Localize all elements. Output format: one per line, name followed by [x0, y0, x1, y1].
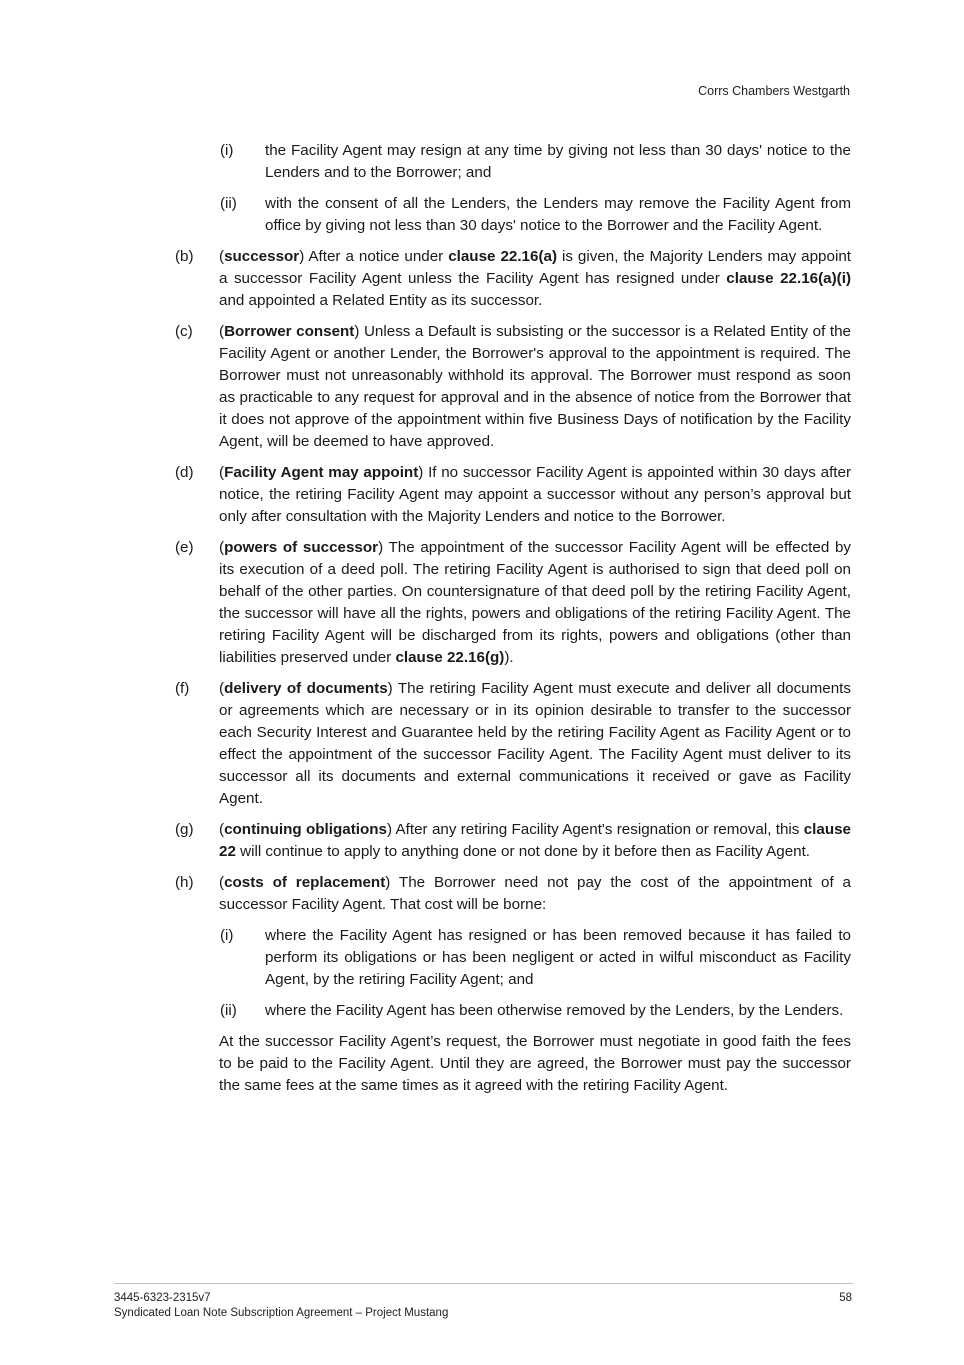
clause-d	[0, 462, 964, 528]
clause-label: (i)	[220, 142, 234, 159]
clause-h-i	[0, 925, 964, 991]
clause-text: (costs of replacement) The Borrower need not pay the cost of the appointment of a successor Facility Agent. That cost will be borne:	[219, 874, 851, 913]
clause-reference: clause 22	[219, 821, 852, 860]
clause-text: where the Facility Agent has resigned or has been removed because it has failed to perform its obligations or has been negligent or acted in wilful misconduct as Facility Agent, by the retiring Facility Agent; and	[265, 927, 851, 988]
clause-text: (Borrower consent) Unless a Default is subsisting or the successor is a Related Entity of the Facility Agent or another Lender, the Borrower's approval to the appointment is required. The Borrower must not unreasonably withhold its approval. The Borrower must respond as soon as practicable to any request for approval and in the absence of notice from the Borrower that it does not approve of the appointment within five Business Days of notification by the Facility Agent, will be deemed to have approved.	[219, 323, 851, 450]
footer-page-number: 58	[839, 1292, 852, 1304]
clause-label: (i)	[220, 927, 234, 944]
footer-document-id: 3445-6323-2315v7	[114, 1292, 211, 1304]
clause-label: (e)	[175, 539, 194, 556]
clause-label: (ii)	[220, 1002, 237, 1019]
clause-a-i	[0, 140, 964, 184]
clause-label: (ii)	[220, 195, 237, 212]
clause-text: with the consent of all the Lenders, the Lenders may remove the Facility Agent from office by giving not less than 30 days' notice to the Borrower and the Facility Agent.	[265, 195, 851, 234]
clause-reference: clause 22.16(a)(i)	[726, 270, 851, 287]
footer-divider	[114, 1283, 853, 1284]
clause-title: successor	[224, 248, 300, 265]
clause-title: Borrower consent	[224, 323, 355, 340]
clause-h-closing-paragraph: At the successor Facility Agent’s request, the Borrower must negotiate in good faith the fees to be paid to the Facility Agent. Until they are agreed, the Borrower must pay the successor the same fees at the same times as it agreed with the retiring Facility Agent.	[219, 1033, 851, 1094]
clause-b	[0, 246, 964, 312]
clause-label: (g)	[175, 821, 194, 838]
clause-title: powers of successor	[224, 539, 379, 556]
clause-reference: clause 22.16(a)	[448, 248, 558, 265]
document-body	[0, 140, 964, 1097]
clause-label: (f)	[175, 680, 190, 697]
clause-c	[0, 321, 964, 453]
clause-a-ii	[0, 193, 964, 237]
clause-label: (b)	[175, 248, 194, 265]
clause-title: costs of replacement	[224, 874, 386, 891]
clause-f	[0, 678, 964, 810]
clause-title: delivery of documents	[224, 680, 388, 697]
clause-text: (delivery of documents) The retiring Facility Agent must execute and deliver all documents or agreements which are necessary or in its opinion desirable to transfer to the successor each Security Interest and Guarantee held by the retiring Facility Agent as Facility Agent or to effect the appointment of the successor Facility Agent. The Facility Agent must deliver to its successor all its documents and external communications it received or gave as Facility Agent.	[219, 680, 851, 807]
clause-text: where the Facility Agent has been otherwise removed by the Lenders, by the Lenders.	[265, 1002, 844, 1019]
clause-h-ii	[0, 1000, 964, 1022]
clause-text: (Facility Agent may appoint) If no successor Facility Agent is appointed within 30 days after notice, the retiring Facility Agent may appoint a successor without any person’s approval but only after consultation with the Majority Lenders and notice to the Borrower.	[219, 464, 852, 525]
clause-label: (d)	[175, 464, 194, 481]
footer-document-title: Syndicated Loan Note Subscription Agreement – Project Mustang	[114, 1307, 449, 1319]
clause-g	[0, 819, 964, 863]
header-firm-name: Corrs Chambers Westgarth	[698, 84, 850, 98]
clause-title: continuing obligations	[224, 821, 387, 838]
clause-text: (successor) After a notice under clause 22.16(a) is given, the Majority Lenders may appoint a successor Facility Agent unless the Facility Agent has resigned under clause 22.16(a)(i) and appointed a Related Entity as its successor.	[219, 248, 851, 309]
clause-text: the Facility Agent may resign at any time by giving not less than 30 days' notice to the Lenders and to the Borrower; and	[265, 142, 851, 181]
clause-text: (powers of successor) The appointment of the successor Facility Agent will be effected by its execution of a deed poll. The retiring Facility Agent is authorised to sign that deed poll on behalf of the other parties. On countersignature of that deed poll by the retiring Facility Agent, the successor will have all the rights, powers and obligations of the retiring Facility Agent. The retiring Facility Agent will be discharged from its rights, powers and obligations (other than liabilities preserved under clause 22.16(g)).	[219, 539, 852, 666]
clause-label: (c)	[175, 323, 193, 340]
clause-text: (continuing obligations) After any retiring Facility Agent's resignation or removal, this clause 22 will continue to apply to anything done or not done by it before then as Facility Agent.	[219, 821, 852, 860]
clause-label: (h)	[175, 874, 194, 891]
clause-title: Facility Agent may appoint	[224, 464, 419, 481]
clause-reference: clause 22.16(g)	[395, 649, 505, 666]
clause-h	[0, 872, 964, 916]
clause-e	[0, 537, 964, 669]
